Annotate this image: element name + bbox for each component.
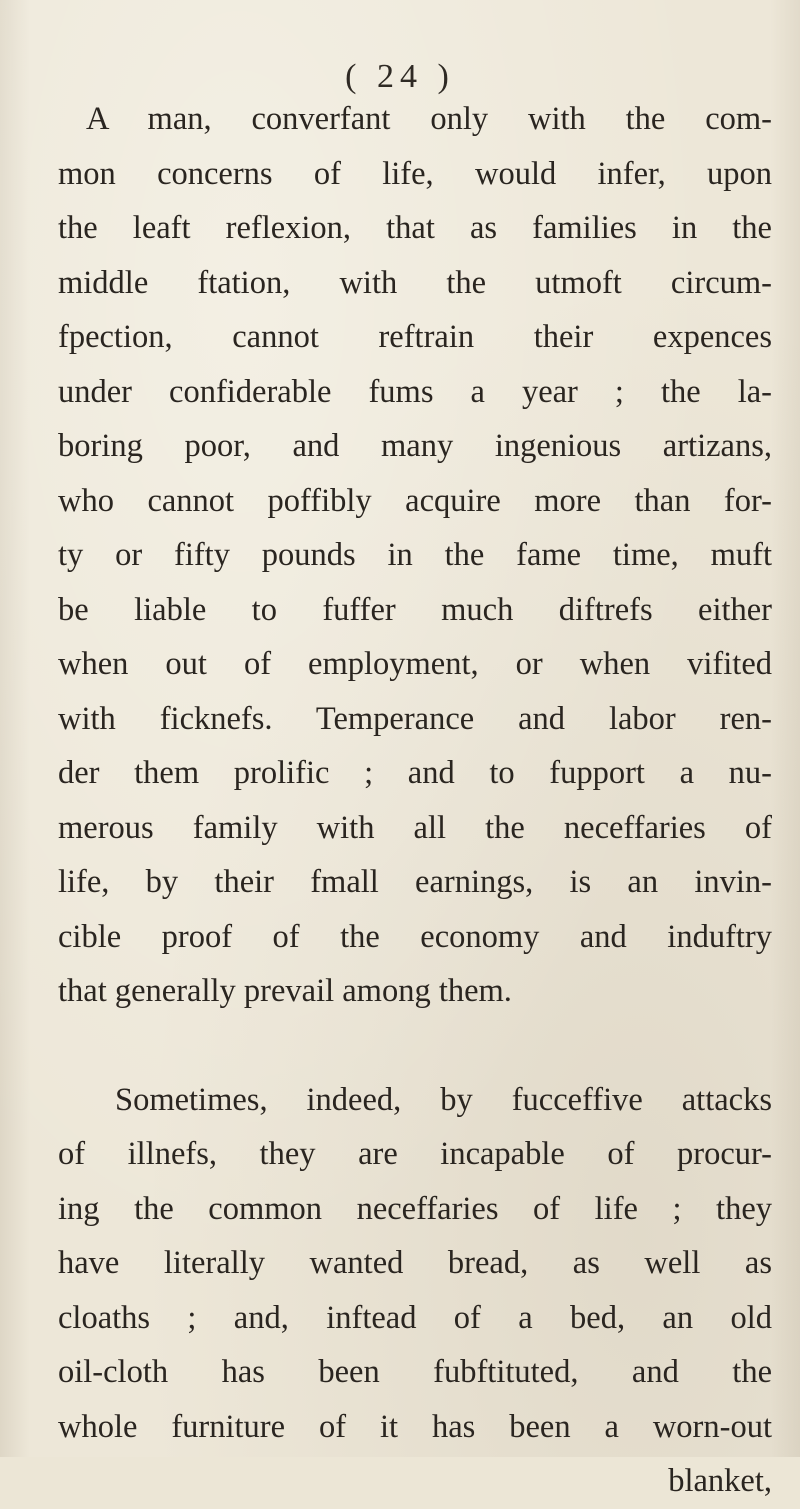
text-line: who cannot poffibly acquire more than for- (58, 482, 772, 519)
text-line: of illnefs, they are incapable of procur- (58, 1136, 772, 1172)
paragraph-gap (58, 1019, 772, 1073)
text-line: mon concerns of life, would infer, upon (58, 155, 772, 192)
catchword: blanket, (668, 1463, 772, 1499)
text-line: life, by their fmall earnings, is an invin- (58, 864, 772, 900)
text-line: with ficknefs. Temperance and labor ren- (58, 700, 772, 737)
text-line: cloaths ; and, inftead of a bed, an old (58, 1299, 772, 1336)
text-line: der them prolific ; and to fupport a nu- (58, 755, 772, 791)
text-line: Sometimes, indeed, by fucceffive attacks (115, 1081, 772, 1118)
paragraph-1 (58, 92, 772, 1019)
text-line: boring poor, and many ingenious artizans, (58, 428, 772, 464)
page-number: ( 24 ) (345, 58, 455, 95)
text-line: middle ftation, with the utmoft circum- (58, 264, 772, 301)
text-line: ty or fifty pounds in the fame time, muft (58, 537, 772, 573)
paragraph-2 (58, 1073, 772, 1509)
text-line: when out of employment, or when vifited (58, 646, 772, 682)
body-text (58, 92, 772, 1509)
text-line: have literally wanted bread, as well as (58, 1245, 772, 1281)
text-line: be liable to fuffer much diftrefs either (58, 591, 772, 628)
text-line: ing the common neceffaries of life ; they (58, 1190, 772, 1227)
text-line: under confiderable fums a year ; the la- (58, 373, 772, 410)
text-line: that generally prevail among them. (58, 973, 512, 1009)
text-line: A man, converfant only with the com- (86, 101, 772, 137)
text-line: whole furniture of it has been a worn-out (58, 1408, 772, 1445)
text-line: oil-cloth has been fubftituted, and the (58, 1354, 772, 1390)
text-line: fpection, cannot reftrain their expences (58, 319, 772, 355)
text-line: the leaft reflexion, that as families in the (58, 210, 772, 246)
text-line: cible proof of the economy and induftry (58, 918, 772, 955)
text-line: merous family with all the neceffaries of (58, 809, 772, 846)
